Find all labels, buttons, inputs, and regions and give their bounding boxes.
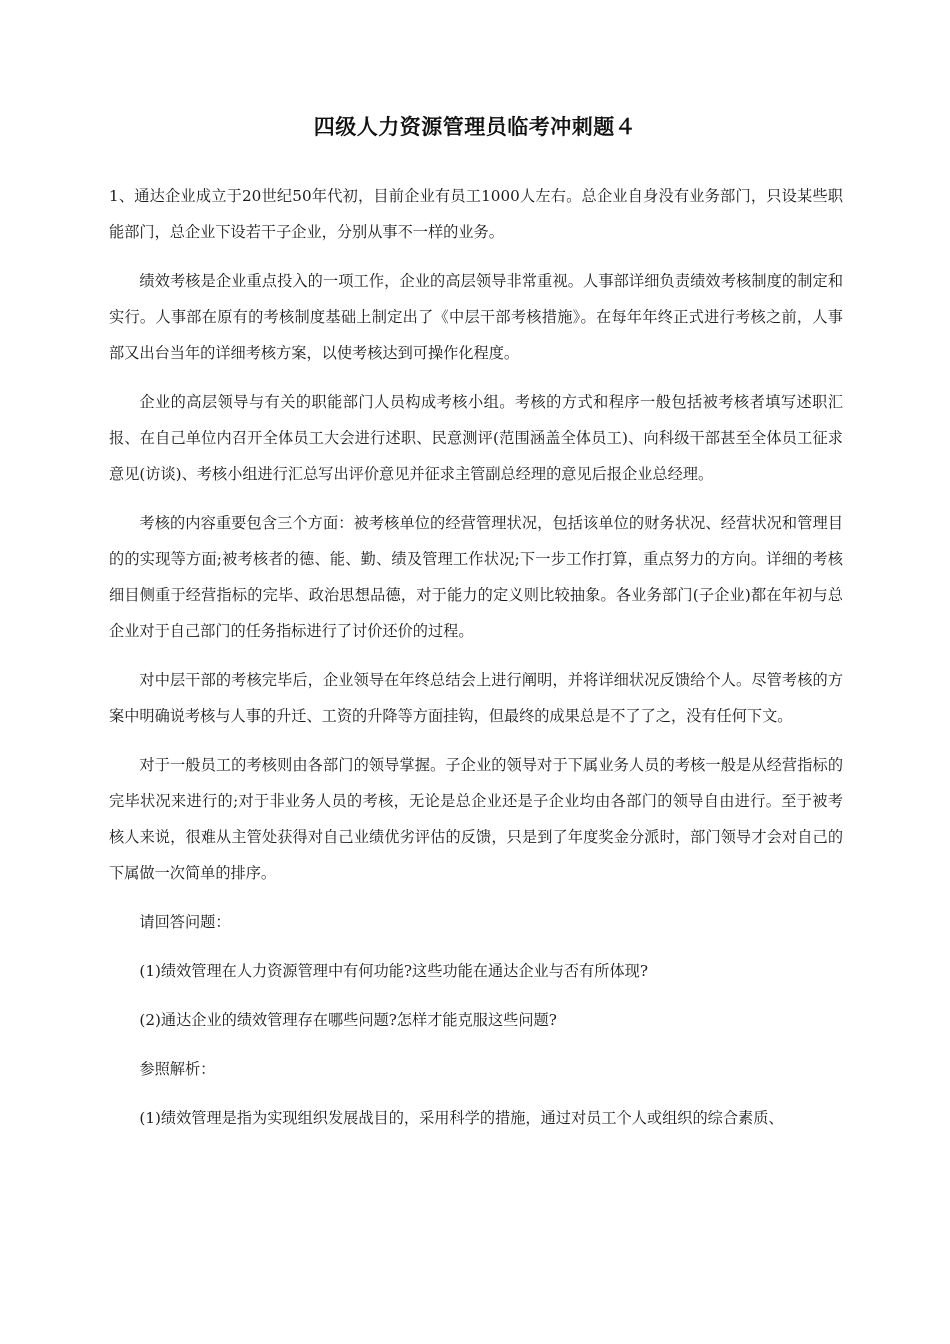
- paragraph-answer-1-start: (1)绩效管理是指为实现组织发展战目的，采用科学的措施，通过对员工个人或组织的综合素质、: [139, 1109, 784, 1127]
- document-body: [109, 178, 843, 1149]
- paragraph-performance-appraisal: 绩效考核是企业重点投入的一项工作，企业的高层领导非常重视。人事部详细负责绩效考核制度的制定和实行。人事部在原有的考核制度基础上制定出了《中层干部考核措施》。在每年年终正式进行考核之前，人事部又出台当年的详细考核方案，以使考核达到可操作化程度。: [109, 272, 843, 362]
- paragraph-case-intro: 1、通达企业成立于20世纪50年代初，目前企业有员工1000人左右。总企业自身没有业务部门，只设某些职能部门，总企业下设若干子企业，分别从事不一样的业务。: [109, 187, 843, 241]
- document-title: 四级人力资源管理员临考冲刺题４: [313, 115, 637, 139]
- paragraph-appraisal-team: 企业的高层领导与有关的职能部门人员构成考核小组。考核的方式和程序一般包括被考核者填写述职汇报、在自己单位内召开全体员工大会进行述职、民意测评(范围涵盖全体员工)、向科级干部甚至全体员工征求意见(访谈)、考核小组进行汇总写出评价意见并征求主管副总经理的意见后报企业总经理。: [109, 393, 843, 483]
- paragraph-reference-heading: 参照解析：: [139, 1060, 216, 1078]
- paragraph-question-2: (2)通达企业的绩效管理存在哪些问题?怎样才能克服这些问题?: [139, 1011, 557, 1029]
- paragraph-appraisal-content: 考核的内容重要包含三个方面：被考核单位的经营管理状况，包括该单位的财务状况、经营状况和管理目的的实现等方面;被考核者的德、能、勤、绩及管理工作状况;下一步工作打算，重点努力的方向。详细的考核细目侧重于经营指标的完毕、政治思想品德，对于能力的定义则比较抽象。各业务部门(子企业)都在年初与总企业对于自己部门的任务指标进行了讨价还价的过程。: [109, 514, 843, 640]
- paragraph-question-1: (1)绩效管理在人力资源管理中有何功能?这些功能在通达企业与否有所体现?: [139, 962, 649, 980]
- paragraph-middle-manager-feedback: 对中层干部的考核完毕后，企业领导在年终总结会上进行阐明，并将详细状况反馈给个人。尽管考核的方案中明确说考核与人事的升迁、工资的升降等方面挂钩，但最终的成果总是不了了之，没有任何下文。: [109, 671, 843, 725]
- paragraph-questions-heading: 请回答问题：: [139, 913, 231, 931]
- paragraph-staff-appraisal: 对于一般员工的考核则由各部门的领导掌握。子企业的领导对于下属业务人员的考核一般是从经营指标的完毕状况来进行的;对于非业务人员的考核，无论是总企业还是子企业均由各部门的领导自由进行。至于被考核人来说，很难从主管处获得对自己业绩优劣评估的反馈，只是到了年度奖金分派时，部门领导才会对自己的下属做一次简单的排序。: [109, 756, 843, 882]
